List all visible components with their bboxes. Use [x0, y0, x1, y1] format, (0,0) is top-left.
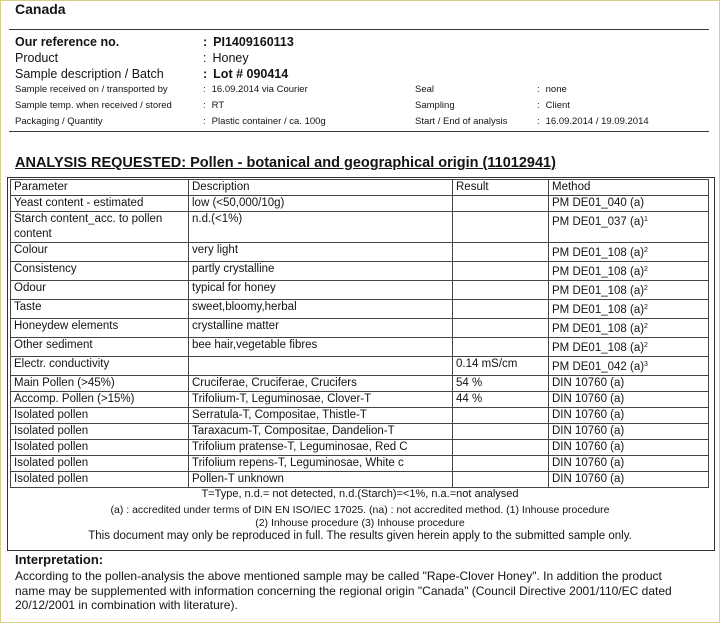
param-cell: Other sediment [11, 338, 189, 357]
result-cell [453, 319, 549, 338]
info-row-temp [15, 99, 705, 115]
param-cell: Isolated pollen [11, 440, 189, 456]
description-cell: low (<50,000/10g) [189, 196, 453, 212]
seal-value: : none [537, 84, 567, 95]
received-value: : 16.09.2014 via Courier [203, 84, 308, 95]
result-cell: 54 % [453, 376, 549, 392]
param-cell: Electr. conductivity [11, 357, 189, 376]
sampling-label: Sampling [415, 100, 455, 111]
interpretation-title: Interpretation: [15, 552, 104, 567]
method-footnote-marker: 3 [644, 361, 648, 368]
col-header-method: Method [549, 180, 709, 196]
accreditation-line-2: (2) Inhouse procedure (3) Inhouse procedure [255, 517, 465, 529]
method-footnote-marker: 2 [644, 285, 648, 292]
result-cell [453, 424, 549, 440]
country-heading: Canada [15, 1, 66, 17]
table-row [11, 300, 709, 319]
param-cell: Odour [11, 281, 189, 300]
description-cell: partly crystalline [189, 262, 453, 281]
description-cell: Serratula-T, Compositae, Thistle-T [189, 408, 453, 424]
temp-value: : RT [203, 100, 225, 111]
table-row [11, 408, 709, 424]
result-cell: 0.14 mS/cm [453, 357, 549, 376]
param-cell: Starch content_acc. to pollen content [11, 212, 189, 243]
info-row-reference [15, 35, 705, 51]
packaging-label: Packaging / Quantity [15, 116, 103, 127]
reference-label: Our reference no. [15, 35, 120, 49]
result-cell [453, 338, 549, 357]
table-row [11, 456, 709, 472]
table-row [11, 472, 709, 488]
param-cell: Consistency [11, 262, 189, 281]
method-cell: DIN 10760 (a) [549, 472, 709, 488]
result-cell [453, 196, 549, 212]
packaging-value: : Plastic container / ca. 100g [203, 116, 326, 127]
table-row [11, 376, 709, 392]
param-cell: Honeydew elements [11, 319, 189, 338]
method-cell: PM DE01_040 (a) [549, 196, 709, 212]
seal-label: Seal [415, 84, 435, 95]
method-cell: PM DE01_037 $(a)^1$ [549, 212, 709, 243]
interpretation-text: According to the pollen-analysis the above mentioned sample may be called "Rape-Clover Honey". In addition the product name may be supplemented with information concerning the regional origin "Canada" (Council Directive 2001/110/EC dated 20/12/2001 in combination with literature). [15, 569, 672, 612]
description-cell: Trifolium pratense-T, Leguminosae, Red C [189, 440, 453, 456]
description-cell: n.d.(<1%) [189, 212, 453, 243]
table-row [11, 281, 709, 300]
param-cell: Yeast content - estimated [11, 196, 189, 212]
method-footnote-marker: 2 [644, 266, 648, 273]
param-cell: Colour [11, 243, 189, 262]
method-cell: PM DE01_108 $(a)^2$ [549, 338, 709, 357]
table-row [11, 338, 709, 357]
param-cell: Taste [11, 300, 189, 319]
table-row [11, 357, 709, 376]
table-header-row [11, 180, 709, 196]
result-cell [453, 300, 549, 319]
results-table [10, 179, 709, 488]
info-row-received [15, 83, 705, 99]
table-row [11, 319, 709, 338]
analysis-period-label: Start / End of analysis [415, 116, 508, 127]
info-row-product [15, 51, 705, 67]
table-row [11, 196, 709, 212]
param-cell: Isolated pollen [11, 472, 189, 488]
analysis-title: ANALYSIS REQUESTED: Pollen - botanical and geographical origin (11012941) [15, 155, 556, 171]
result-cell [453, 243, 549, 262]
method-cell: DIN 10760 (a) [549, 392, 709, 408]
result-cell [453, 472, 549, 488]
param-cell: Accomp. Pollen (>15%) [11, 392, 189, 408]
product-label: Product [15, 51, 59, 65]
batch-value: : Lot # 090414 [203, 67, 289, 81]
batch-label: Sample description / Batch [15, 67, 164, 81]
param-cell: Isolated pollen [11, 456, 189, 472]
param-cell: Isolated pollen [11, 424, 189, 440]
product-value: : Honey [203, 51, 249, 65]
info-divider [9, 131, 709, 132]
table-row [11, 440, 709, 456]
method-cell: DIN 10760 (a) [549, 424, 709, 440]
description-cell: very light [189, 243, 453, 262]
results-body [11, 196, 709, 488]
result-cell: 44 % [453, 392, 549, 408]
result-cell [453, 440, 549, 456]
method-cell: DIN 10760 (a) [549, 456, 709, 472]
method-cell: PM DE01_108 $(a)^2$ [549, 281, 709, 300]
method-cell: PM DE01_108 $(a)^2$ [549, 243, 709, 262]
col-header-result: Result [453, 180, 549, 196]
description-cell: bee hair,vegetable fibres [189, 338, 453, 357]
table-row [11, 392, 709, 408]
method-cell: PM DE01_108 $(a)^2$ [549, 300, 709, 319]
table-row [11, 262, 709, 281]
method-cell: DIN 10760 (a) [549, 376, 709, 392]
method-footnote-marker: 1 [644, 216, 648, 223]
method-footnote-marker: 2 [644, 247, 648, 254]
temp-label: Sample temp. when received / stored [15, 100, 172, 111]
description-cell: typical for honey [189, 281, 453, 300]
method-cell: PM DE01_108 $(a)^2$ [549, 319, 709, 338]
result-cell [453, 408, 549, 424]
method-cell: PM DE01_108 $(a)^2$ [549, 262, 709, 281]
info-row-batch [15, 67, 705, 83]
accreditation-line-1: (a) : accredited under terms of DIN EN ISO/IEC 17025. (na) : not accredited method. (1) Inhouse procedure [110, 504, 610, 516]
sample-info [15, 35, 705, 131]
reproduction-note: This document may only be reproduced in full. The results given herein apply to the submitted sample only. [88, 530, 632, 542]
description-cell: Cruciferae, Cruciferae, Crucifers [189, 376, 453, 392]
description-cell: Taraxacum-T, Compositae, Dandelion-T [189, 424, 453, 440]
result-cell [453, 212, 549, 243]
accreditation-note [1, 504, 719, 530]
table-row [11, 424, 709, 440]
description-cell [189, 357, 453, 376]
param-cell: Isolated pollen [11, 408, 189, 424]
info-row-packaging [15, 115, 705, 131]
header-divider [9, 29, 709, 30]
reference-value: : PI1409160113 [203, 35, 294, 49]
method-cell: PM DE01_042 $(a)^3$ [549, 357, 709, 376]
result-cell [453, 281, 549, 300]
description-cell: Trifolium repens-T, Leguminosae, White c [189, 456, 453, 472]
analysis-period-value: : 16.09.2014 / 19.09.2014 [537, 116, 649, 127]
description-cell: crystalline matter [189, 319, 453, 338]
method-cell: DIN 10760 (a) [549, 440, 709, 456]
method-footnote-marker: 2 [644, 323, 648, 330]
legend-note: T=Type, n.d.= not detected, n.d.(Starch)=<1%, n.a.=not analysed [201, 488, 519, 500]
method-footnote-marker: 2 [644, 342, 648, 349]
description-cell: Pollen-T unknown [189, 472, 453, 488]
table-row [11, 243, 709, 262]
col-header-parameter: Parameter [11, 180, 189, 196]
result-cell [453, 456, 549, 472]
result-cell [453, 262, 549, 281]
method-footnote-marker: 2 [644, 304, 648, 311]
table-row [11, 212, 709, 243]
description-cell: Trifolium-T, Leguminosae, Clover-T [189, 392, 453, 408]
description-cell: sweet,bloomy,herbal [189, 300, 453, 319]
param-cell: Main Pollen (>45%) [11, 376, 189, 392]
method-cell: DIN 10760 (a) [549, 408, 709, 424]
col-header-description: Description [189, 180, 453, 196]
sampling-value: : Client [537, 100, 570, 111]
received-label: Sample received on / transported by [15, 84, 168, 95]
